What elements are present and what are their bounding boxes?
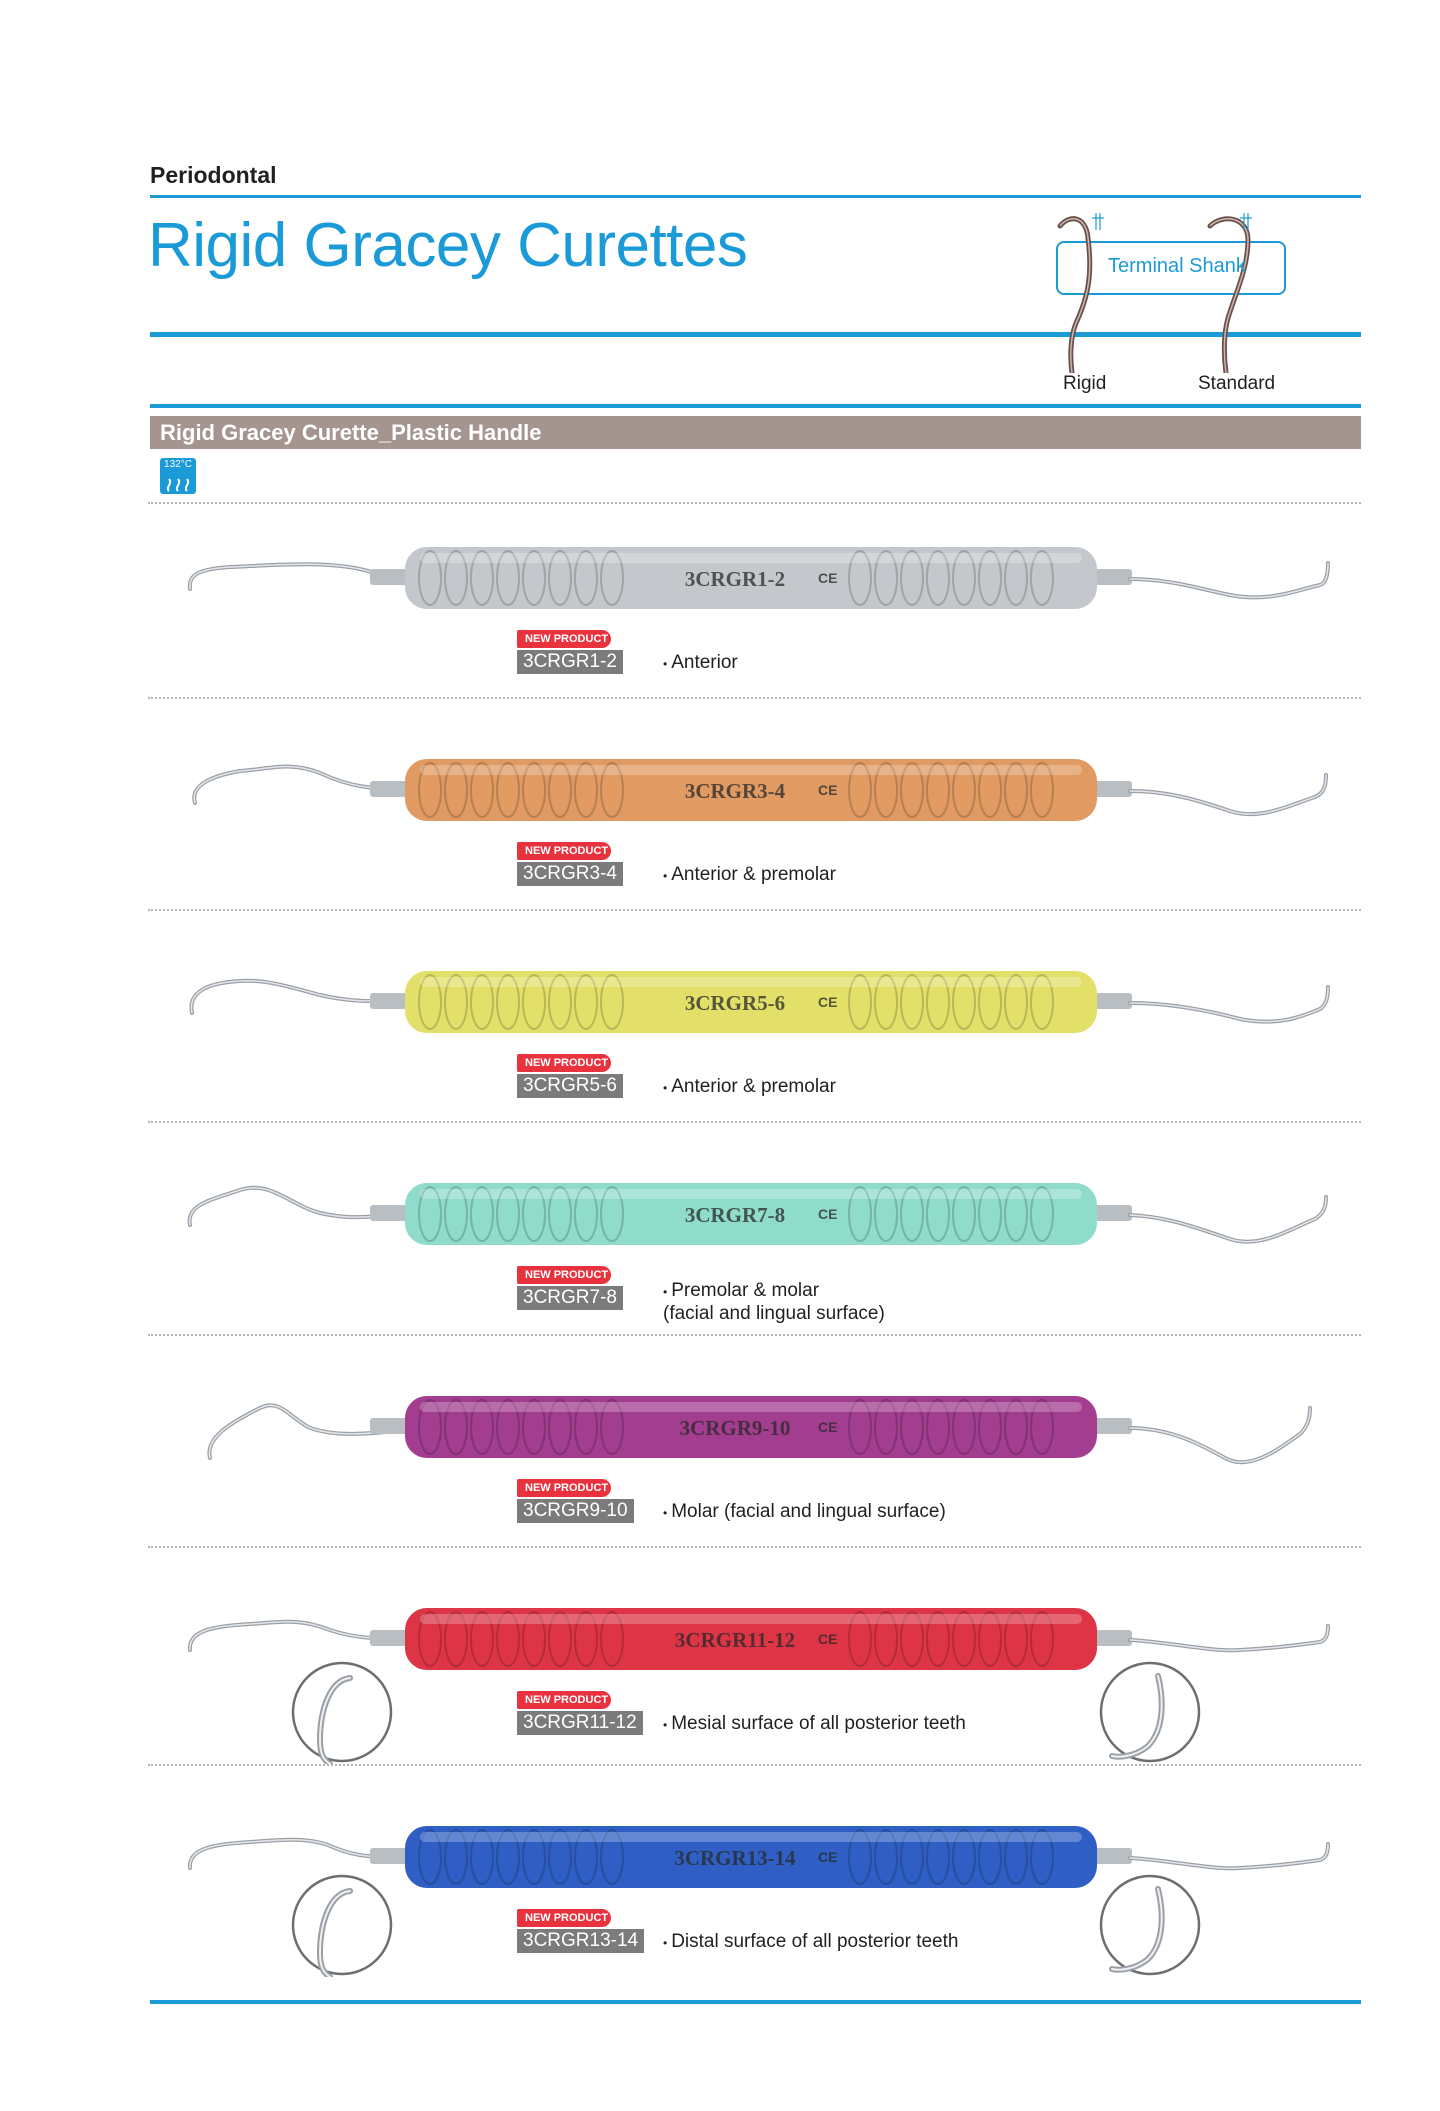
temperature-label: 132°C [164,459,192,470]
instrument-tip-right [1130,1844,1328,1868]
bullet-icon: • [663,1718,668,1732]
bullet-icon: • [663,1506,668,1520]
handle-highlight [420,1402,1082,1412]
description-text: Anterior [671,652,738,673]
header-rule-bottom [150,404,1361,408]
description-text: Distal surface of all posterior teeth [671,1931,959,1952]
magnifier-circle-icon [290,1660,394,1764]
new-product-badge: NEW PRODUCT [517,1266,611,1284]
instrument-image [0,519,1440,649]
handle-highlight [420,1614,1082,1624]
handle-highlight [420,553,1082,563]
description-line [663,1280,885,1303]
ce-mark-icon: CE [818,1419,838,1435]
handle-highlight [420,977,1082,987]
new-product-badge: NEW PRODUCT [517,1691,611,1709]
handle-engraving: 3CRGR11-12 [674,1628,796,1652]
ce-mark-icon: CE [818,782,838,798]
handle-highlight [420,1189,1082,1199]
description-line [663,1076,836,1099]
row-separator [148,1546,1361,1548]
section-label: Periodontal [150,162,277,188]
instrument-image [0,1798,1440,1928]
handle-highlight [420,1832,1082,1842]
handle-engraving: 3CRGR3-4 [684,779,786,803]
new-product-badge: NEW PRODUCT [517,1054,611,1072]
bullet-icon: • [663,1285,668,1299]
terminal-shank-diagram [1040,208,1300,373]
product-row [0,504,1440,716]
product-code: 3CRGR13-14 [517,1929,644,1953]
subheader-bar: Rigid Gracey Curette_Plastic Handle [150,416,1361,449]
handle-engraving: 3CRGR9-10 [679,1416,791,1440]
instrument-image [0,1155,1440,1285]
instrument-tip-right [1130,987,1328,1022]
instrument-tip-right [1130,775,1326,814]
new-product-badge: NEW PRODUCT [517,842,611,860]
instrument-image [0,731,1440,861]
product-row [0,716,1440,928]
product-description [663,1076,836,1099]
product-description [663,1713,966,1736]
description-text: Anterior & premolar [671,1076,836,1097]
description-line [663,1303,885,1325]
terminal-shank-label: Terminal Shank [1108,255,1246,277]
instrument-image [0,943,1440,1073]
product-code: 3CRGR11-12 [517,1711,643,1735]
footer-rule [150,2000,1361,2004]
instrument-image [0,1368,1440,1498]
magnifier-circle-icon [290,1873,394,1977]
new-product-badge: NEW PRODUCT [517,1909,611,1927]
product-description [663,1931,958,1954]
product-row [0,1565,1440,1777]
ce-mark-icon: CE [818,994,838,1010]
instrument-tip-right [1130,1626,1328,1650]
product-code: 3CRGR3-4 [517,862,623,886]
page-title: Rigid Gracey Curettes [148,211,748,280]
description-line [663,1501,946,1524]
instrument-tip-right [1130,1408,1310,1462]
steam-icon [160,458,196,494]
description-text: Mesial surface of all posterior teeth [671,1713,966,1734]
bullet-icon: • [663,657,668,671]
row-separator [148,1764,1361,1766]
bullet-icon: • [663,869,668,883]
description-line [663,864,836,887]
product-code: 3CRGR7-8 [517,1286,623,1310]
handle-engraving: 3CRGR13-14 [674,1846,796,1870]
product-code: 3CRGR5-6 [517,1074,623,1098]
handle-engraving: 3CRGR5-6 [684,991,786,1015]
description-text: Premolar & molar [671,1280,820,1301]
product-description [663,1501,946,1524]
bullet-icon: • [663,1936,668,1950]
ce-mark-icon: CE [818,570,838,586]
bullet-icon: • [663,1081,668,1095]
ce-mark-icon: CE [818,1849,838,1865]
row-separator [148,909,1361,911]
product-row [0,1783,1440,1995]
shank-caption-standard: Standard [1198,373,1276,394]
row-separator [148,1334,1361,1336]
description-text: Molar (facial and lingual surface) [671,1501,946,1522]
header-rule-top [150,195,1361,198]
description-line [663,652,738,675]
instrument-tip-right [1130,1197,1326,1242]
magnifier-circle-icon [1098,1873,1202,1977]
shank-caption-rigid: Rigid [1063,373,1107,394]
standard-shank-icon [1210,219,1248,373]
description-line [663,1713,966,1736]
row-separator [148,697,1361,699]
description-text: (facial and lingual surface) [663,1303,885,1324]
magnifier-circle-icon [1098,1660,1202,1764]
product-code: 3CRGR1-2 [517,650,623,674]
handle-highlight [420,765,1082,775]
ce-mark-icon: CE [818,1631,838,1647]
description-text: Anterior & premolar [671,864,836,885]
new-product-badge: NEW PRODUCT [517,1479,611,1497]
product-description [663,864,836,887]
instrument-image [0,1580,1440,1710]
product-description [663,652,738,675]
ce-mark-icon: CE [818,1206,838,1222]
description-line [663,1931,958,1954]
handle-engraving: 3CRGR7-8 [684,1203,786,1227]
product-description [663,1280,885,1325]
product-row [0,1140,1440,1352]
handle-engraving: 3CRGR1-2 [684,567,786,591]
product-code: 3CRGR9-10 [517,1499,634,1523]
product-row [0,928,1440,1140]
row-separator [148,502,1361,504]
row-separator [148,1121,1361,1123]
product-row [0,1353,1440,1565]
new-product-badge: NEW PRODUCT [517,630,611,648]
